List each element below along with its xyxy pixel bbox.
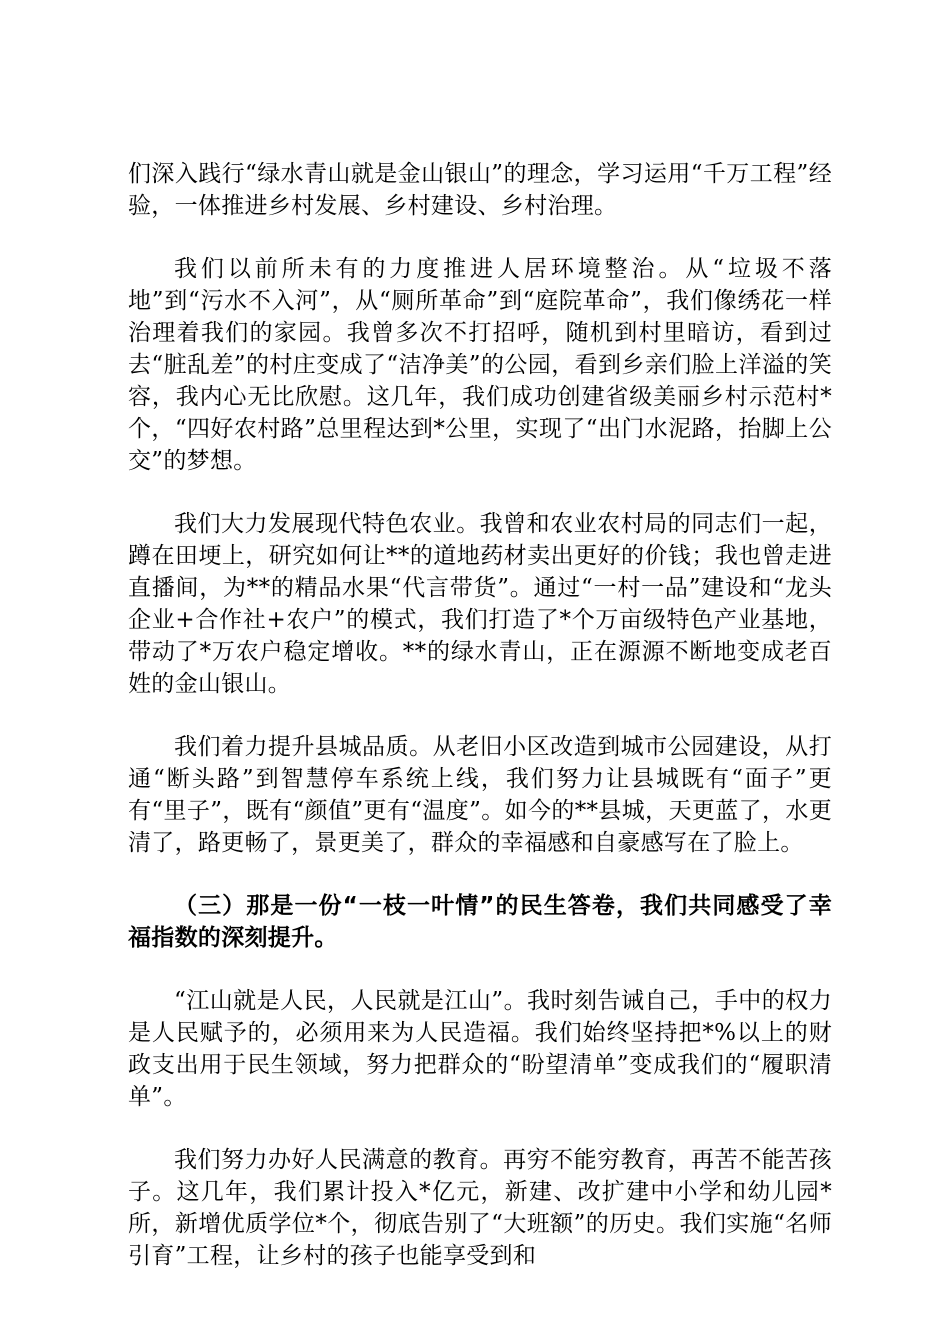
document-page bbox=[128, 158, 832, 1303]
paragraph-county-town: 我们着力提升县城品质。从老旧小区改造到城市公园建设，从打通“断头路”到智慧停车系统上线，我们努力让县城既有“面子”更有“里子”，既有“颜值”更有“温度”。如今的**县城，天更蓝了，水更清了，路更畅了，景更美了，群众的幸福感和自豪感写在了脸上。 bbox=[128, 734, 832, 856]
paragraph-agriculture: 我们大力发展现代特色农业。我曾和农业农村局的同志们一起，蹲在田埂上，研究如何让**的道地药材卖出更好的价钱；我也曾走进直播间，为**的精品水果“代言带货”。通过“一村一品”建设和“龙头企业+合作社+农户”的模式，我们打造了*个万亩级特色产业基地，带动了*万农户稳定增收。**的绿水青山，正在源源不断地变成老百姓的金山银山。 bbox=[128, 511, 832, 697]
paragraph-people-livelihood: “江山就是人民，人民就是江山”。我时刻告诫自己，手中的权力是人民赋予的，必须用来为人民造福。我们始终坚持把*%以上的财政支出用于民生领域，努力把群众的“盼望清单”变成我们的“履职清单”。 bbox=[128, 988, 832, 1110]
paragraph-continuation: 们深入践行“绿水青山就是金山银山”的理念，学习运用“千万工程”经验，一体推进乡村发展、乡村建设、乡村治理。 bbox=[128, 161, 832, 219]
paragraph-education: 我们努力办好人民满意的教育。再穷不能穷教育，再苦不能苦孩子。这几年，我们累计投入*亿元，新建、改扩建中小学和幼儿园*所，新增优质学位*个，彻底告别了“大班额”的历史。我们实施“名师引育”工程，让乡村的孩子也能享受到和 bbox=[128, 1147, 832, 1269]
section-heading-three: （三）那是一份“一枝一叶情”的民生答卷，我们共同感受了幸福指数的深刻提升。 bbox=[128, 893, 832, 951]
paragraph-environment: 我们以前所未有的力度推进人居环境整治。从“垃圾不落地”到“污水不入河”，从“厕所革命”到“庭院革命”，我们像绣花一样治理着我们的家园。我曾多次不打招呼，随机到村里暗访，看到过去“脏乱差”的村庄变成了“洁净美”的公园，看到乡亲们脸上洋溢的笑容，我内心无比欣慰。这几年，我们成功创建省级美丽乡村示范村*个，“四好农村路”总里程达到*公里，实现了“出门水泥路，抬脚上公交”的梦想。 bbox=[128, 256, 832, 474]
